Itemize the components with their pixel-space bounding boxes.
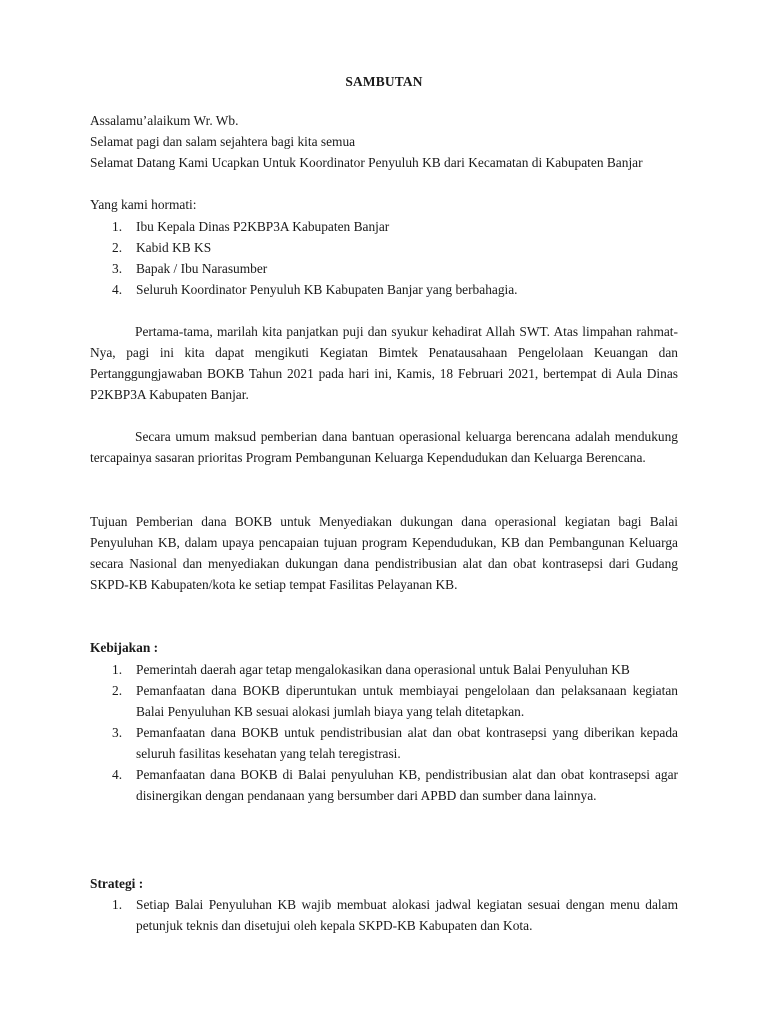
list-item: 1. Pemerintah daerah agar tetap mengalokasikan dana operasional untuk Balai Penyuluhan KB bbox=[112, 662, 630, 677]
list-item: 1. Setiap Balai Penyuluhan KB wajib membuat alokasi jadwal kegiatan sesuai dengan menu dalam petunjuk teknis dan disetujui oleh kepala SKPD-KB Kabupaten dan Kota. bbox=[112, 897, 678, 933]
list-item: 3. Pemanfaatan dana BOKB untuk pendistribusian alat dan obat kontrasepsi yang diberikan kepada seluruh fasilitas kesehatan yang telah teregistrasi. bbox=[112, 725, 678, 761]
list-item: 1. Ibu Kepala Dinas P2KBP3A Kabupaten Banjar bbox=[112, 219, 390, 234]
kebijakan-heading: Kebijakan : bbox=[90, 640, 159, 655]
strategi-heading: Strategi : bbox=[90, 876, 144, 891]
paragraph-opening: Pertama-tama, marilah kita panjatkan puji dan syukur kehadirat Allah SWT. Atas limpahan rahmat-Nya, pagi ini kita dapat mengikuti Kegiatan Bimtek Penatausahaan Pengelolaan Keuangan dan Pertanggungjawaban BOKB Tahun 2021 pada hari ini, Kamis, 18 Februari 2021, bertempat di Aula Dinas P2KBP3A Kabupaten Banjar. bbox=[90, 324, 678, 402]
document-title: SAMBUTAN bbox=[345, 74, 423, 89]
salutation-line: Selamat pagi dan salam sejahtera bagi kita semua bbox=[90, 134, 356, 149]
paragraph-objective: Tujuan Pemberian dana BOKB untuk Menyediakan dukungan dana operasional kegiatan bagi Balai Penyuluhan KB, dalam upaya pencapaian tujuan program Kependudukan, KB dan Pembangunan Keluarga secara Nasional dan menyediakan dukungan dana pendistribusian alat dan obat kontrasepsi dari Gudang SKPD-KB Kabupaten/kota ke setiap tempat Fasilitas Pelayanan KB. bbox=[90, 514, 678, 592]
honored-list bbox=[90, 216, 678, 300]
list-item: 2. Pemanfaatan dana BOKB diperuntukan untuk membiayai pengelolaan dan pelaksanaan kegiatan Balai Penyuluhan KB sesuai alokasi jumlah biaya yang telah ditetapkan. bbox=[112, 683, 678, 719]
paragraph-purpose: Secara umum maksud pemberian dana bantuan operasional keluarga berencana adalah mendukung tercapainya sasaran prioritas Program Pembangunan Keluarga Kependudukan dan Keluarga Berencana. bbox=[90, 429, 678, 465]
list-item: 4. Seluruh Koordinator Penyuluh KB Kabupaten Banjar yang berbahagia. bbox=[112, 282, 518, 297]
welcome-line: Selamat Datang Kami Ucapkan Untuk Koordinator Penyuluh KB dari Kecamatan di Kabupaten Banjar bbox=[90, 155, 643, 170]
greeting-line: Assalamu’alaikum Wr. Wb. bbox=[90, 113, 239, 128]
honored-intro: Yang kami hormati: bbox=[90, 197, 197, 212]
list-item: 4. Pemanfaatan dana BOKB di Balai penyuluhan KB, pendistribusian alat dan obat kontrasepsi agar disinergikan dengan pendanaan yang bersumber dari APBD dan sumber dana lainnya. bbox=[112, 767, 678, 803]
strategi-list bbox=[90, 894, 678, 936]
list-item: 2. Kabid KB KS bbox=[112, 240, 212, 255]
list-item: 3. Bapak / Ibu Narasumber bbox=[112, 261, 268, 276]
kebijakan-list bbox=[90, 659, 678, 806]
